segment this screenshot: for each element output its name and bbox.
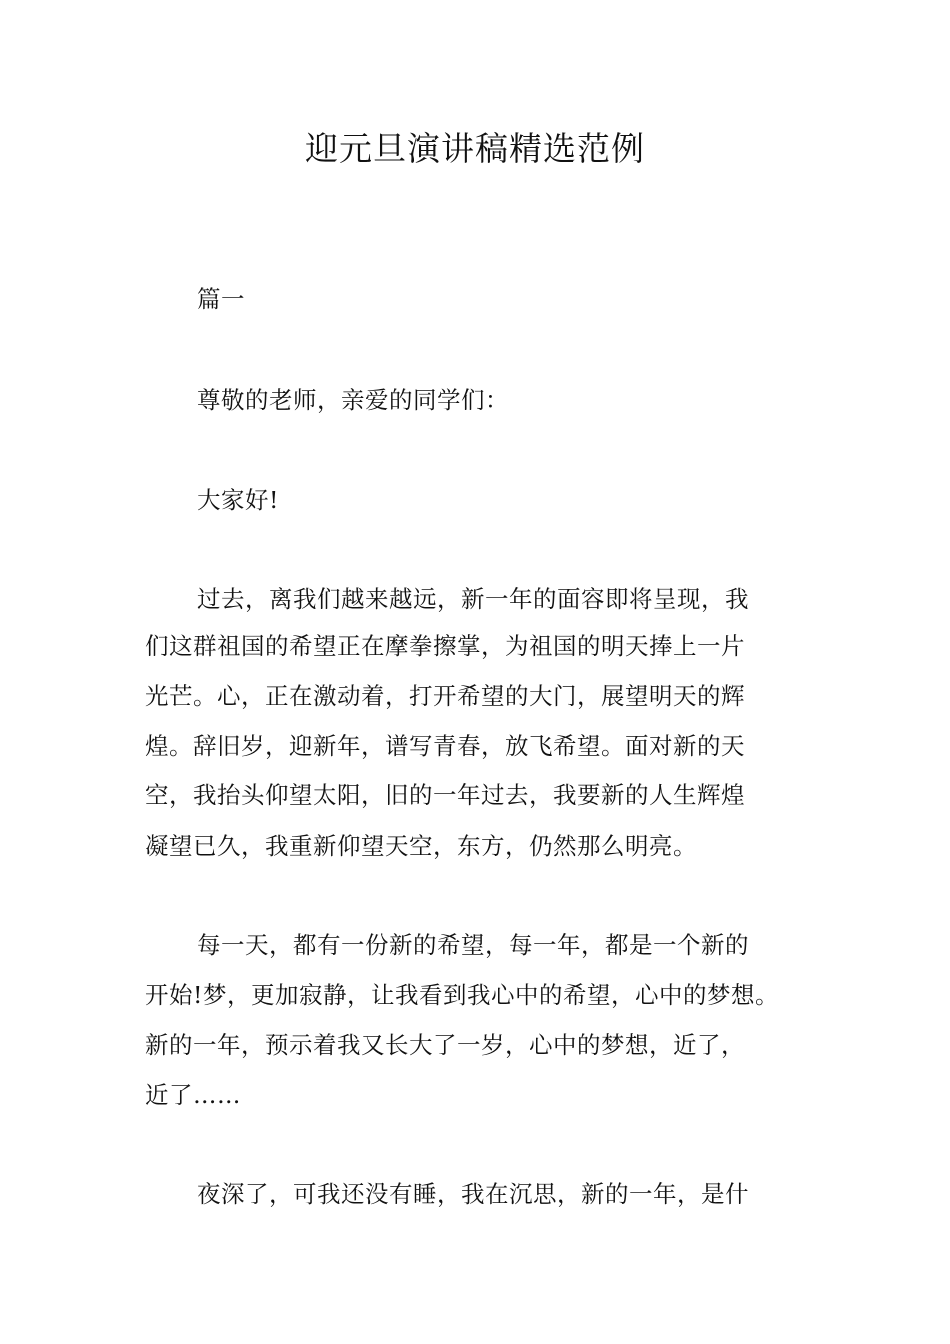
- greeting: 大家好!: [197, 486, 279, 514]
- salutation: 尊敬的老师，亲爱的同学们：: [197, 386, 509, 414]
- paragraph-line: 过去，离我们越来越远，新一年的面容即将呈现，我: [197, 585, 749, 613]
- paragraph-line: 光芒。心，正在激动着，打开希望的大门，展望明天的辉: [145, 682, 745, 710]
- paragraph-line: 开始!梦，更加寂静，让我看到我心中的希望，心中的梦想。: [145, 981, 779, 1009]
- paragraph-line: 煌。辞旧岁，迎新年，谱写青春，放飞希望。面对新的天: [145, 732, 745, 760]
- section-heading: 篇一: [197, 285, 245, 313]
- paragraph-line: 们这群祖国的希望正在摩拳擦掌，为祖国的明天捧上一片: [145, 632, 745, 660]
- paragraph-line: 新的一年，预示着我又长大了一岁，心中的梦想，近了，: [145, 1031, 745, 1059]
- paragraph-line: 夜深了，可我还没有睡，我在沉思，新的一年，是什: [197, 1180, 749, 1208]
- document-title: 迎元旦演讲稿精选范例: [305, 129, 645, 168]
- paragraph-line: 凝望已久，我重新仰望天空，东方，仍然那么明亮。: [145, 832, 697, 860]
- paragraph-line: 每一天，都有一份新的希望，每一年，都是一个新的: [197, 931, 749, 959]
- paragraph-line: 近了……: [145, 1081, 241, 1109]
- paragraph-line: 空，我抬头仰望太阳，旧的一年过去，我要新的人生辉煌: [145, 781, 745, 809]
